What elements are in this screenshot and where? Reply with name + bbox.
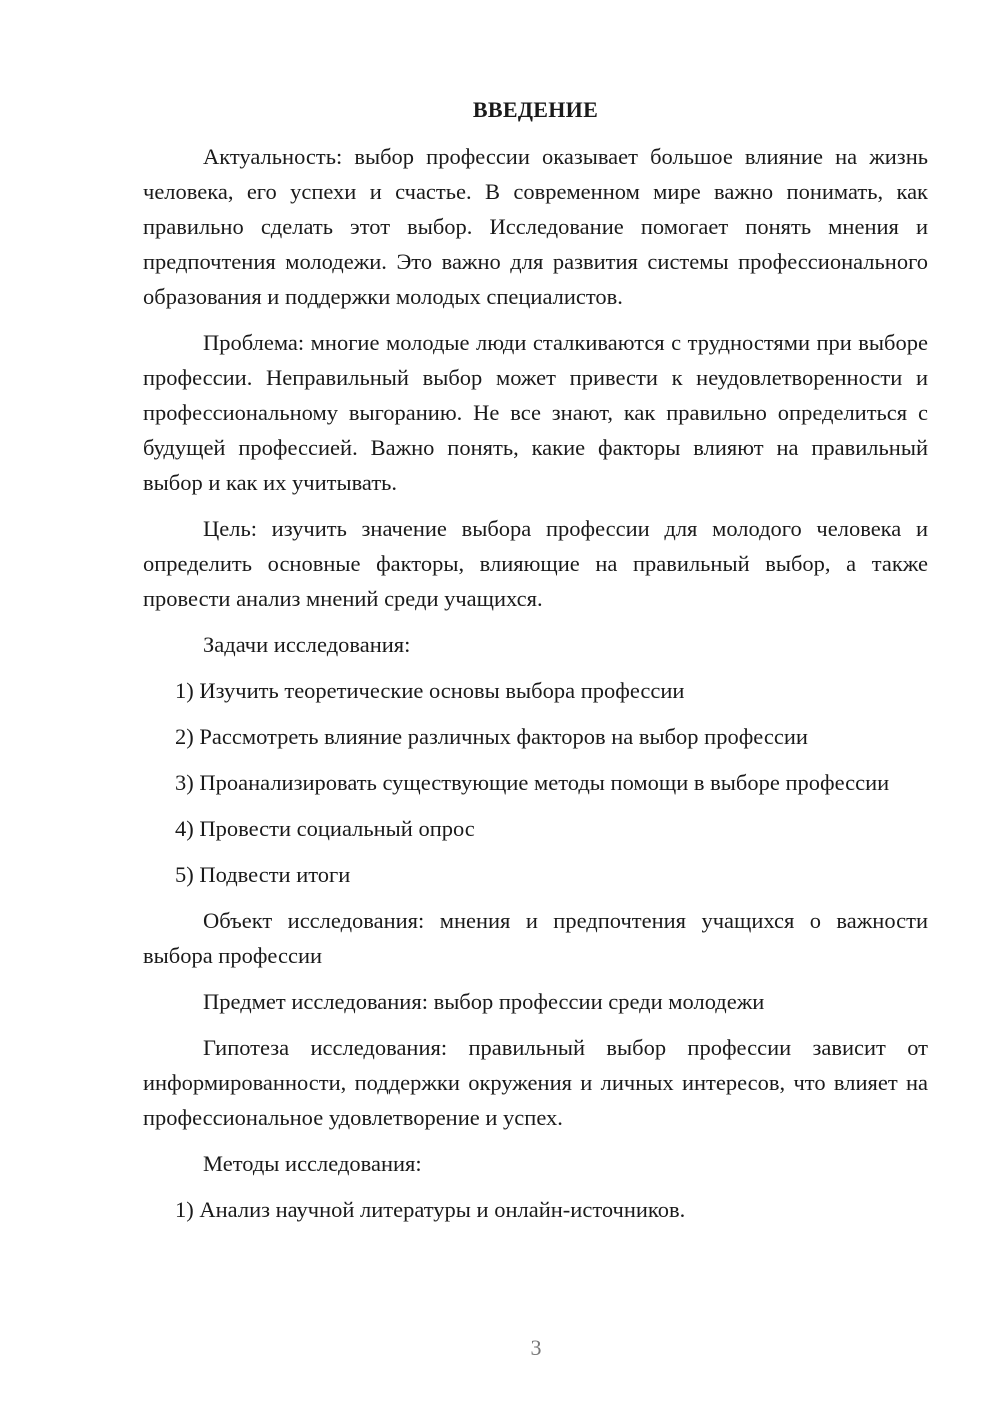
tasks-title: Задачи исследования:: [203, 632, 411, 657]
relevance-paragraph: Актуальность: выбор профессии оказывает большое влияние на жизнь человека, его успехи и счастье. В современном мире важно понимать, как правильно сделать этот выбор. Исследование помогает понять мнения и предпочтения молодежи. Это важно для развития системы профессионального образования и поддержки молодых специалистов.: [143, 144, 928, 309]
task-item: 5) Подвести итоги: [175, 862, 351, 887]
methods-title: Методы исследования:: [203, 1151, 422, 1176]
task-item: 1) Изучить теоретические основы выбора профессии: [175, 678, 685, 703]
goal-paragraph: Цель: изучить значение выбора профессии для молодого человека и определить основные факторы, влияющие на правильный выбор, а также провести анализ мнений среди учащихся.: [143, 516, 928, 611]
page-number: 3: [530, 1335, 542, 1360]
method-item: 1) Анализ научной литературы и онлайн-источников.: [175, 1197, 686, 1222]
task-item: 3) Проанализировать существующие методы помощи в выборе профессии: [175, 770, 890, 795]
page-content: [143, 92, 928, 1238]
task-item: 2) Рассмотреть влияние различных факторов на выбор профессии: [175, 724, 808, 749]
task-item: 4) Провести социальный опрос: [175, 816, 475, 841]
hypothesis-paragraph: Гипотеза исследования: правильный выбор профессии зависит от информированности, поддержки окружения и личных интересов, что влияет на профессиональное удовлетворение и успех.: [143, 1035, 928, 1130]
problem-paragraph: Проблема: многие молодые люди сталкиваются с трудностями при выборе профессии. Неправильный выбор может привести к неудовлетворенности и профессиональному выгоранию. Не все знают, как правильно определиться с будущей профессией. Важно понять, какие факторы влияют на правильный выбор и как их учитывать.: [143, 330, 928, 495]
section-heading: ВВЕДЕНИЕ: [472, 97, 599, 122]
subject-paragraph: Предмет исследования: выбор профессии среди молодежи: [203, 989, 765, 1014]
object-paragraph: Объект исследования: мнения и предпочтения учащихся о важности выбора профессии: [143, 908, 928, 968]
